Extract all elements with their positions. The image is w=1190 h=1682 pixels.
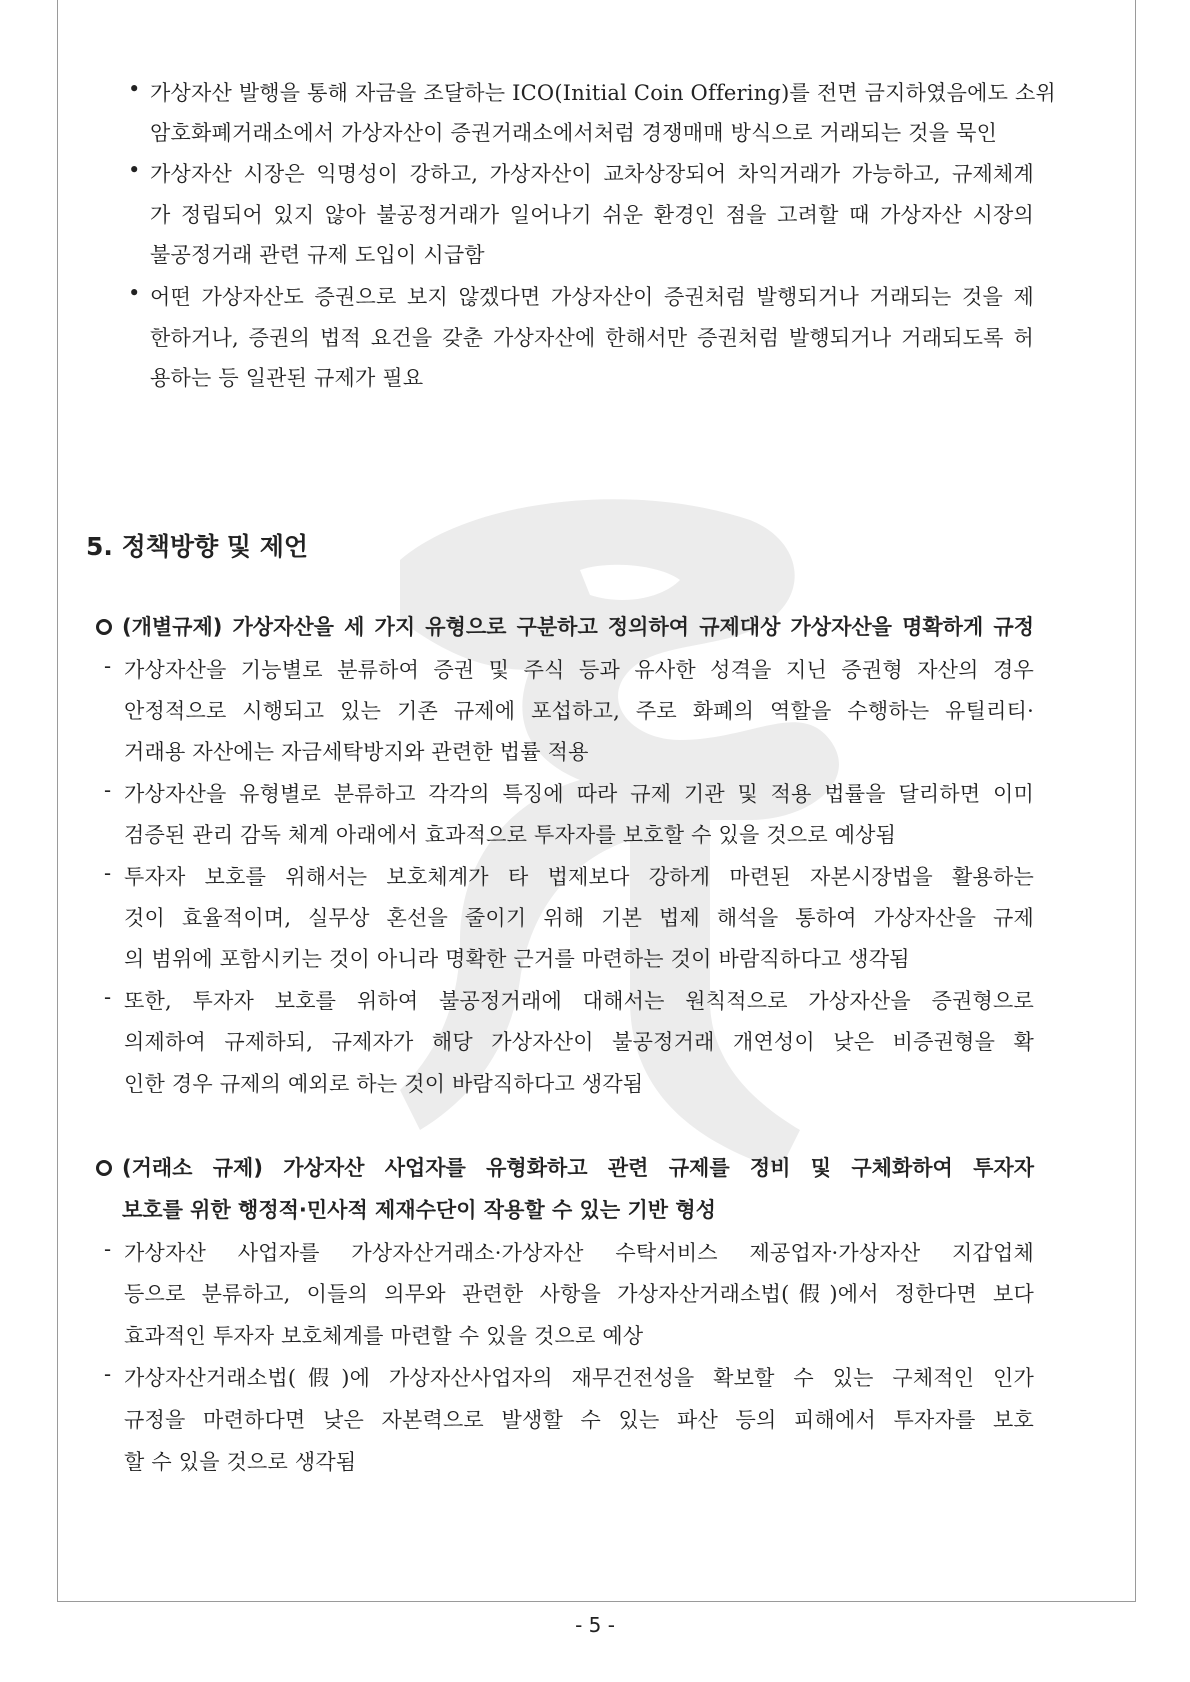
item-line: 효과적인 투자자 보호체계를 마련할 수 있을 것으로 예상	[124, 1324, 644, 1348]
bullet-line: 어떤 가상자산도 증권으로 보지 않겠다면 가상자산이 증권처럼 발행되거나 거래되는 것을 제	[150, 285, 1034, 309]
page-number: - 5 -	[575, 1613, 615, 1637]
item-line: 인한 경우 규제의 예외로 하는 것이 바람직하다고 생각됨	[124, 1072, 644, 1096]
section-title: 5. 정책방향 및 제언	[86, 532, 309, 561]
item-line: 가상자산 사업자를 가상자산거래소·가상자산 수탁서비스 제공업자·가상자산 지갑업체	[124, 1241, 1034, 1265]
item-line: 가상자산을 유형별로 분류하고 각각의 특징에 따라 규제 기관 및 적용 법률을 달리하면 이미	[124, 782, 1034, 806]
item-line: 것이 효율적이며, 실무상 혼선을 줄이기 위해 기본 법제 해석을 통하여 가상자산을 규제	[124, 906, 1034, 930]
bullet-line: 가 정립되어 있지 않아 불공정거래가 일어나기 쉬운 환경인 점을 고려할 때 가상자산 시장의	[150, 203, 1034, 227]
item-line: 할 수 있을 것으로 생각됨	[124, 1450, 357, 1474]
bullet-dot: •	[128, 158, 141, 182]
item-line: 투자자 보호를 위해서는 보호체계가 타 법제보다 강하게 마련된 자본시장법을 활용하는	[124, 865, 1034, 889]
item-line: 안정적으로 시행되고 있는 기존 규제에 포섭하고, 주로 화폐의 역할을 수행하는 유틸리티·	[124, 699, 1034, 723]
item-line: 검증된 관리 감독 체계 아래에서 효과적으로 투자자를 보호할 수 있을 것으로 예상됨	[124, 823, 897, 847]
item-line: 또한, 투자자 보호를 위하여 불공정거래에 대해서는 원칙적으로 가상자산을 증권형으로	[124, 989, 1034, 1013]
bullet-line: 한하거나, 증권의 법적 요건을 갖춘 가상자산에 한해서만 증권처럼 발행되거나 거래되도록 허	[150, 326, 1034, 350]
item-line: 의 범위에 포함시키는 것이 아니라 명확한 근거를 마련하는 것이 바람직하다고 생각됨	[124, 947, 910, 971]
bullet-dot: •	[128, 281, 141, 305]
point-heading: (거래소 규제) 가상자산 사업자를 유형화하고 관련 규제를 정비 및 구체화하여 투자자	[122, 1156, 1034, 1180]
dash-bullet: -	[104, 861, 112, 885]
item-line: 등으로 분류하고, 이들의 의무와 관련한 사항을 가상자산거래소법(假)에서 정한다면 보다	[124, 1282, 1034, 1306]
circle-bullet-icon	[96, 619, 112, 635]
dash-bullet: -	[104, 1362, 112, 1386]
bullet-line: 불공정거래 관련 규제 도입이 시급함	[150, 243, 485, 267]
bullet-line: 용하는 등 일관된 규제가 필요	[150, 366, 424, 390]
dash-bullet: -	[104, 778, 112, 802]
circle-bullet-icon	[96, 1160, 112, 1176]
dash-bullet: -	[104, 1237, 112, 1261]
item-line: 의제하여 규제하되, 규제자가 해당 가상자산이 불공정거래 개연성이 낮은 비증권형을 확	[124, 1030, 1034, 1054]
item-line: 거래용 자산에는 자금세탁방지와 관련한 법률 적용	[124, 740, 589, 764]
dash-bullet: -	[104, 985, 112, 1009]
bullet-line: 가상자산 발행을 통해 자금을 조달하는 ICO(Initial Coin Offering)를 전면 금지하였음에도 소위	[150, 81, 1056, 105]
point-heading: 보호를 위한 행정적·민사적 제재수단이 작용할 수 있는 기반 형성	[122, 1198, 716, 1222]
point-heading: (개별규제) 가상자산을 세 가지 유형으로 구분하고 정의하여 규제대상 가상자산을 명확하게 규정	[122, 615, 1034, 639]
bullet-line: 암호화폐거래소에서 가상자산이 증권거래소에서처럼 경쟁매매 방식으로 거래되는 것을 묵인	[150, 121, 998, 145]
item-line: 규정을 마련하다면 낮은 자본력으로 발생할 수 있는 파산 등의 피해에서 투자자를 보호	[124, 1408, 1034, 1432]
item-line: 가상자산을 기능별로 분류하여 증권 및 주식 등과 유사한 성격을 지닌 증권형 자산의 경우	[124, 658, 1034, 682]
bullet-line: 가상자산 시장은 익명성이 강하고, 가상자산이 교차상장되어 차익거래가 가능하고, 규제체계	[150, 162, 1034, 186]
dash-bullet: -	[104, 654, 112, 678]
item-line: 가상자산거래소법(假)에 가상자산사업자의 재무건전성을 확보할 수 있는 구체적인 인가	[124, 1366, 1034, 1390]
bullet-dot: •	[128, 77, 141, 101]
